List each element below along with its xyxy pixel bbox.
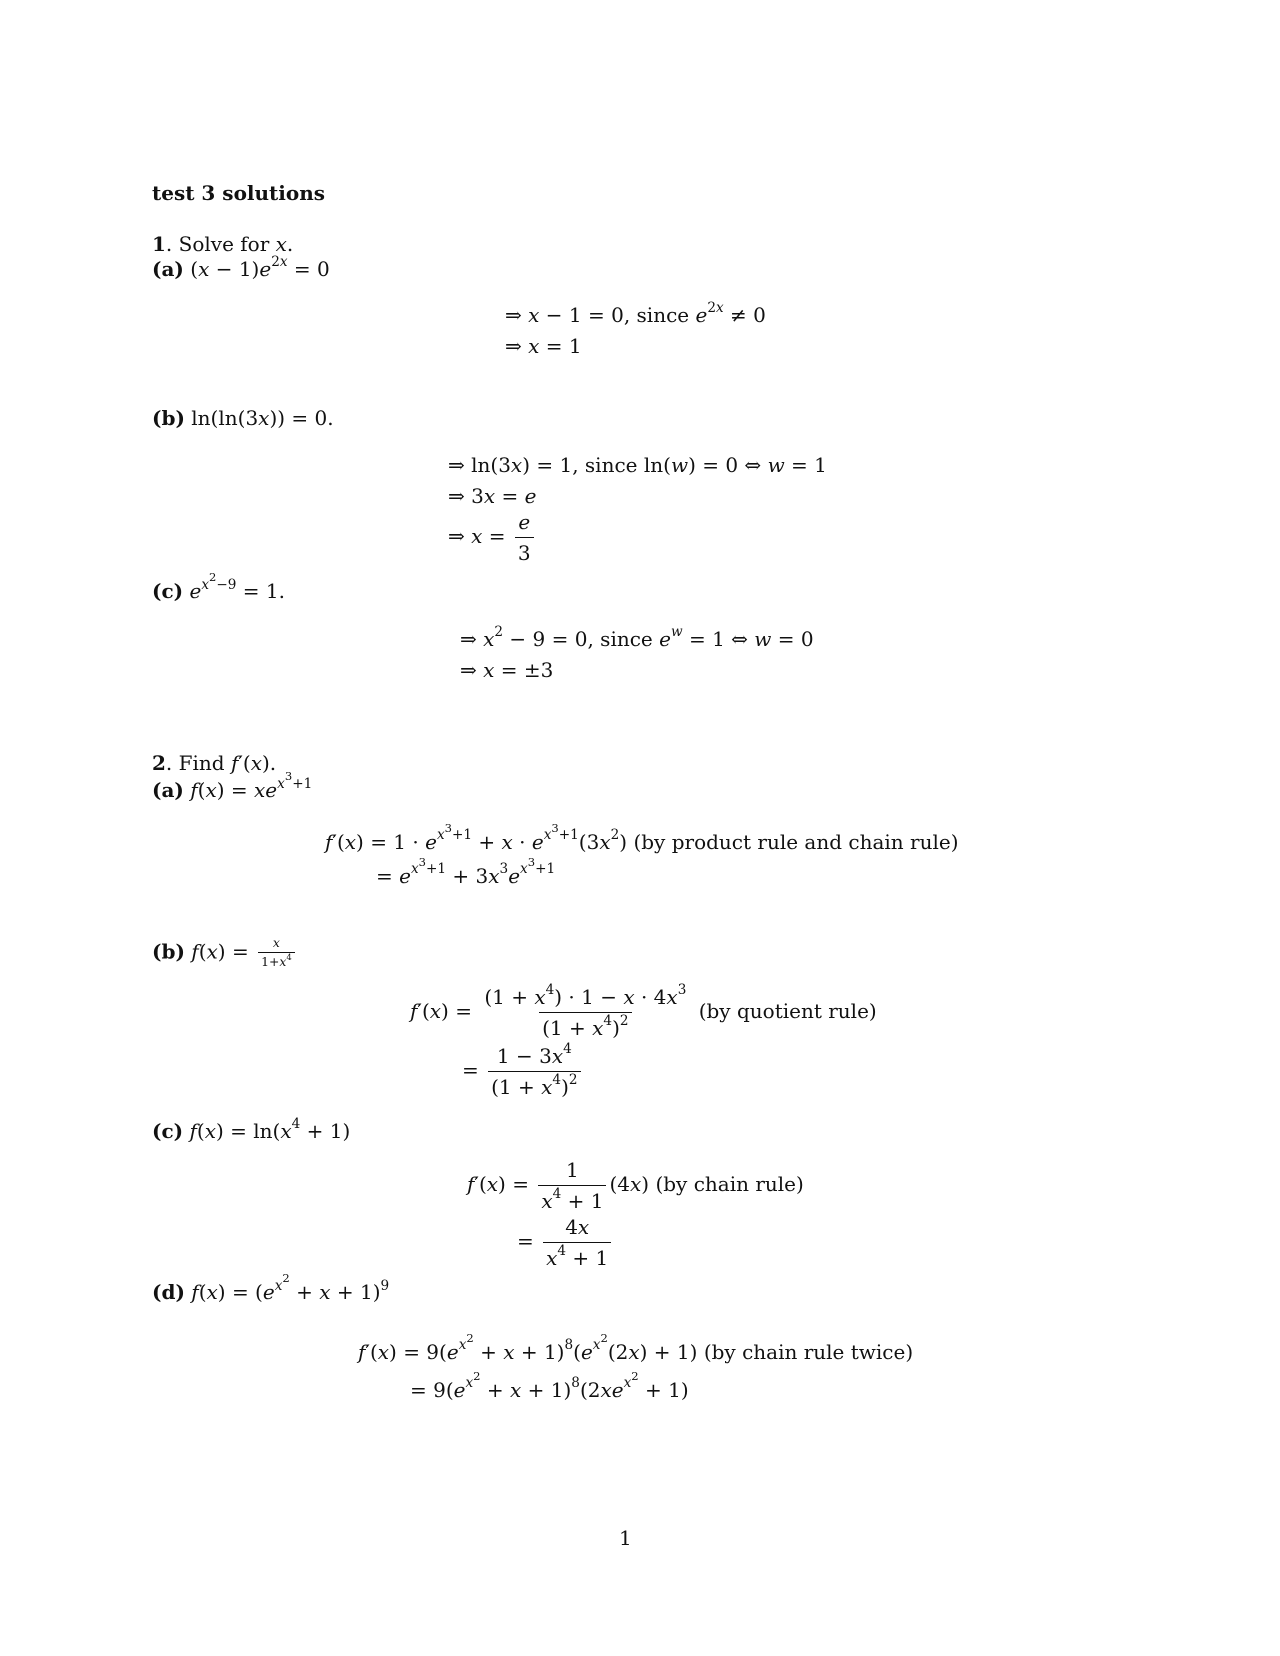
part-2b-label: (b) [152, 939, 185, 964]
part-2b-statement: (b) f(x) = $\frac{x}{1+x^4}$ [152, 937, 298, 969]
page-title: test 3 solutions [152, 181, 326, 205]
part-2d-note: (by chain rule twice) [703, 1340, 914, 1364]
part-1a-label: (a) [152, 257, 184, 281]
part-2d-statement: (d) $f(x) = (e^{x^2} + x + 1)^9$ [152, 1271, 390, 1305]
question-2-prompt: . Find [165, 751, 231, 775]
part-2d-step-1: $f'(x) = 9(e^{x^2} + x + 1)^8(e^{x^2}(2x) + 1)$ (by chain rule twice) [358, 1331, 914, 1364]
part-2a-step-1: $f'(x) = 1 \cdot e^{x^3+1} + x \cdot e^{x^3+1}(3x^2)$ (by product rule and chain rule) [325, 821, 959, 854]
part-1b-step-2: ⇒ 3x = e [448, 484, 537, 508]
part-1b-since: , since [572, 453, 644, 477]
part-1b-step-3: ⇒ x = $\frac{e}{3}$ [448, 510, 537, 565]
part-1b-label: (b) [152, 406, 185, 430]
part-2d-step-2: = $9(e^{x^2} + x + 1)^8(2xe^{x^2} + 1)$ [410, 1369, 689, 1402]
part-1a-since: , since [623, 303, 696, 327]
question-2-number: 2 [152, 751, 166, 775]
part-1a-step-1: ⇒ x − 1 = 0, since $e^{2x} \ne 0$ [505, 300, 766, 327]
question-1-prompt: . Solve for [165, 232, 276, 256]
part-2c-step-1: f′(x) = $\frac{1}{x^4 + 1}$ (4x) (by chain rule) [467, 1158, 804, 1213]
part-1c-label: (c) [152, 579, 184, 604]
page-number: 1 [619, 1526, 632, 1550]
part-2c-step-2: = $\frac{4x}{x^4 + 1}$ [517, 1215, 614, 1270]
part-1c-since: , since [587, 627, 660, 651]
question-1-heading: 1. Solve for x. [152, 232, 294, 256]
part-1c-step-2: ⇒ x = ±3 [460, 658, 554, 682]
part-1b-step-1: ⇒ ln(3x) = 1, since ln(w) = 0 ⇔ w = 1 [448, 453, 827, 477]
part-2b-step-2: = $\frac{1 - 3x^4}{(1 + x^4)^2}$ [462, 1044, 584, 1099]
question-1-number: 1 [152, 232, 166, 256]
part-1a-statement: (a) $(x - 1)e^{2x} = 0$ [152, 254, 330, 281]
part-1a-step-2: ⇒ x = 1 [505, 334, 582, 358]
part-2a-statement: (a) $f(x) = xe^{x^3+1}$ [152, 769, 313, 803]
part-2b-step-1: f′(x) = $\frac{(1 + x^4) \cdot 1 - x \cdot 4x^3}{(1 + x^4)^2}$ (by quotient rule) [410, 982, 877, 1040]
part-2c-note: (by chain rule) [655, 1172, 804, 1196]
part-2c-label: (c) [152, 1119, 184, 1143]
part-1c-step-1: ⇒ $x^2 - 9 = 0$, since $e^w = 1$ ⇔ w = 0 [460, 624, 814, 651]
part-2c-statement: (c) $f(x) = \ln(x^4 + 1)$ [152, 1116, 351, 1143]
part-2a-label: (a) [152, 778, 184, 803]
part-1c-statement: (c) $e^{x^2-9} = 1$. [152, 570, 285, 604]
part-1b-statement: (b) ln(ln(3x)) = 0. [152, 406, 334, 430]
question-2-heading: 2. Find f′(x). [152, 751, 277, 775]
part-2a-step-2: = $e^{x^3+1} + 3x^3e^{x^3+1}$ [376, 855, 556, 888]
part-2b-note: (by quotient rule) [698, 999, 877, 1023]
part-2a-note: (by product rule and chain rule) [633, 830, 959, 854]
part-2d-label: (d) [152, 1280, 185, 1305]
